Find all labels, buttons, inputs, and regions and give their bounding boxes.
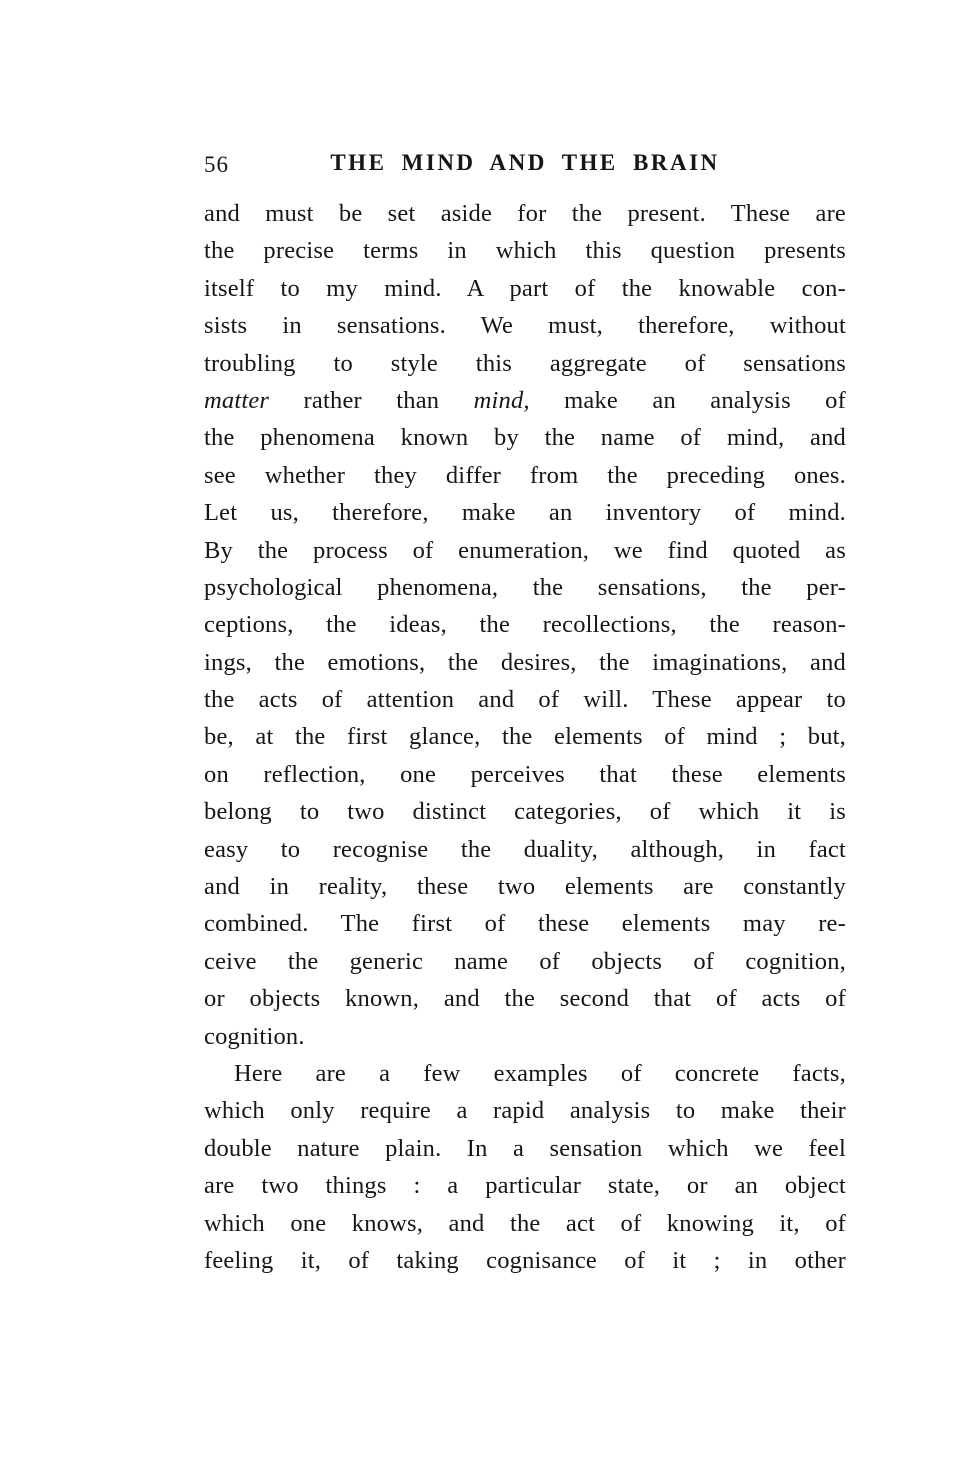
text-line bbox=[204, 195, 846, 232]
text-segment: and must be set aside for the present. These are bbox=[204, 200, 846, 227]
text-line bbox=[204, 831, 846, 868]
text-line bbox=[204, 532, 846, 569]
text-line bbox=[204, 980, 846, 1017]
text-segment: By the process of enumeration, we find quoted as bbox=[204, 536, 846, 564]
text-line bbox=[204, 868, 846, 905]
text-segment: ceive the generic name of objects of cognition, bbox=[204, 947, 846, 975]
text-segment: ings, the emotions, the desires, the imaginations, and bbox=[204, 648, 846, 676]
text-line bbox=[204, 1055, 846, 1092]
text-segment: which only require a rapid analysis to make their bbox=[204, 1097, 846, 1125]
text-line bbox=[204, 382, 846, 419]
page-number: 56 bbox=[204, 152, 229, 177]
text-line bbox=[204, 1018, 846, 1055]
text-line bbox=[204, 494, 846, 531]
text-segment: be, at the first glance, the elements of mind ; but, bbox=[204, 723, 846, 751]
text-segment: or objects known, and the second that of acts of bbox=[204, 985, 846, 1013]
text-line bbox=[204, 1205, 846, 1242]
text-line bbox=[204, 270, 846, 307]
italic-text-segment: matter bbox=[204, 386, 270, 414]
italic-text-segment: mind, bbox=[473, 386, 530, 414]
text-line bbox=[204, 419, 846, 456]
text-segment: are two things : a particular state, or an object bbox=[204, 1172, 846, 1200]
text-segment: which one knows, and the act of knowing it, of bbox=[204, 1209, 846, 1237]
text-line bbox=[204, 1242, 846, 1279]
text-segment: easy to recognise the duality, although, in fact bbox=[204, 835, 846, 863]
text-segment: ceptions, the ideas, the recollections, the reason- bbox=[204, 611, 846, 639]
text-line bbox=[204, 718, 846, 755]
page-header bbox=[204, 150, 846, 180]
text-line bbox=[204, 681, 846, 718]
text-line bbox=[204, 232, 846, 269]
text-segment: the precise terms in which this question presents bbox=[204, 237, 846, 265]
text-line bbox=[204, 756, 846, 793]
text-segment: combined. The first of these elements may re- bbox=[204, 910, 846, 938]
text-line bbox=[204, 457, 846, 494]
text-segment: troubling to style this aggregate of sensations bbox=[204, 349, 846, 377]
text-line bbox=[204, 345, 846, 382]
text-line bbox=[204, 1130, 846, 1167]
text-segment: and in reality, these two elements are constantly bbox=[204, 873, 846, 901]
text-line bbox=[204, 1092, 846, 1129]
text-segment: the acts of attention and of will. These appear to bbox=[204, 686, 846, 714]
text-line bbox=[204, 307, 846, 344]
body-text bbox=[204, 195, 846, 1279]
text-line bbox=[204, 606, 846, 643]
text-line bbox=[204, 905, 846, 942]
text-line bbox=[204, 644, 846, 681]
text-segment: make an analysis of bbox=[529, 386, 846, 414]
text-column bbox=[204, 150, 846, 1279]
text-segment: feeling it, of taking cognisance of it ; in other bbox=[204, 1246, 846, 1274]
text-segment: itself to my mind. A part of the knowable con- bbox=[204, 274, 846, 302]
text-line bbox=[204, 793, 846, 830]
text-segment: double nature plain. In a sensation which we feel bbox=[204, 1134, 846, 1162]
text-segment: belong to two distinct categories, of which it is bbox=[204, 798, 846, 826]
text-segment: on reflection, one perceives that these elements bbox=[204, 760, 846, 788]
text-segment: the phenomena known by the name of mind, and bbox=[204, 424, 846, 452]
text-segment: Let us, therefore, make an inventory of mind. bbox=[204, 499, 846, 527]
text-segment: rather than bbox=[269, 386, 474, 414]
text-segment: see whether they differ from the preceding ones. bbox=[204, 461, 846, 489]
text-segment: sists in sensations. We must, therefore, without bbox=[204, 312, 846, 340]
running-title: THE MIND AND THE BRAIN bbox=[330, 150, 720, 175]
text-segment: Here are a few examples of concrete facts, bbox=[234, 1059, 846, 1087]
text-line bbox=[204, 943, 846, 980]
text-segment: cognition. bbox=[204, 1022, 305, 1050]
text-line bbox=[204, 1167, 846, 1204]
text-segment: psychological phenomena, the sensations, the per- bbox=[204, 573, 846, 601]
text-line bbox=[204, 569, 846, 606]
